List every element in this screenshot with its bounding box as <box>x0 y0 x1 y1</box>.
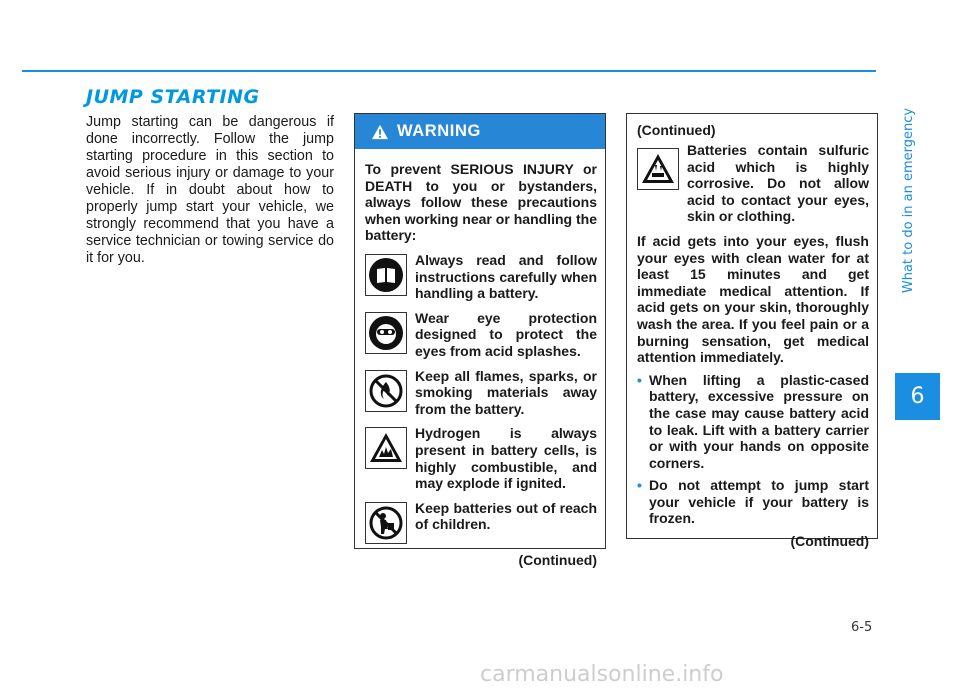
warning-item-text: Hydrogen is always present in battery cells, is highly combustible, and may explode if ignited. <box>415 425 597 492</box>
warning-lead: To prevent SERIOUS INJURY or DEATH to you or bystanders, always follow these precautions when working near or handling the battery: <box>365 161 597 244</box>
intro-paragraph: Jump starting can be dangerous if done incorrectly. Follow the jump starting procedure in this section to avoid serious injury or damage to your vehicle. If in doubt about how to properly jump start your vehicle, we strongly recommend that you have a service technician or towing service do it for you. <box>86 114 334 266</box>
chapter-tab: 6 <box>895 373 940 420</box>
warning-item-text: Always read and follow instructions carefully when handling a battery. <box>415 251 597 302</box>
list-item <box>637 477 869 527</box>
warning-header <box>355 114 605 149</box>
warning-item <box>637 142 869 225</box>
bullet-marker: • <box>637 371 642 388</box>
acid-first-aid-paragraph: If acid gets into your eyes, flush your eyes with clean water for at least 15 minutes and get immediate medical attention. If acid gets on your skin, thoroughly wash the area. If you feel pain or a burning sensation, get medical attention immediately. <box>637 232 869 366</box>
warning-item <box>365 252 597 302</box>
bullet-marker: • <box>637 477 642 494</box>
warning-item-text: Batteries contain sulfuric acid which is highly corrosive. Do not allow acid to contact your eyes, skin or clothing. <box>687 142 869 225</box>
eye-protection-icon <box>365 312 407 354</box>
precautions-list <box>637 372 869 527</box>
chapter-label-text: What to do in an emergency <box>901 107 917 293</box>
manual-book-icon <box>365 254 407 296</box>
warning-box <box>354 113 606 568</box>
warning-item <box>365 310 597 360</box>
warning-item-text: Keep batteries out of reach of children. <box>415 499 597 533</box>
warning-item <box>365 368 597 418</box>
continued-label: (Continued) <box>518 551 597 568</box>
list-item <box>637 372 869 472</box>
chapter-side-label <box>895 30 923 370</box>
keep-away-children-icon <box>365 502 407 544</box>
page-number: 6-5 <box>851 620 873 635</box>
corrosive-acid-icon <box>637 148 679 190</box>
explosive-gas-icon <box>365 427 407 469</box>
continued-label: (Continued) <box>790 533 869 550</box>
list-item-text: Do not attempt to jump start your vehicle if your battery is frozen. <box>649 477 869 527</box>
warning-triangle-icon <box>371 124 389 140</box>
warning-item-text: Wear eye protection designed to protect the eyes from acid splashes. <box>415 309 597 359</box>
warning-item <box>365 500 597 544</box>
warning-header-label: WARNING <box>397 122 481 140</box>
list-item-text: When lifting a plastic-cased battery, excessive pressure on the case may cause battery acid to leak. Lift with a battery carrier or with your hands on opposite corners. <box>649 371 869 471</box>
continued-head: (Continued) <box>637 122 716 138</box>
warning-item <box>365 425 597 491</box>
no-flames-icon <box>365 370 407 412</box>
top-rule <box>22 70 876 72</box>
warning-item-text: Keep all flames, sparks, or smoking materials away from the battery. <box>415 367 597 417</box>
continued-warning-box <box>626 113 878 550</box>
watermark: carmanualsonline.info <box>480 662 724 687</box>
section-title: JUMP STARTING <box>86 86 260 108</box>
